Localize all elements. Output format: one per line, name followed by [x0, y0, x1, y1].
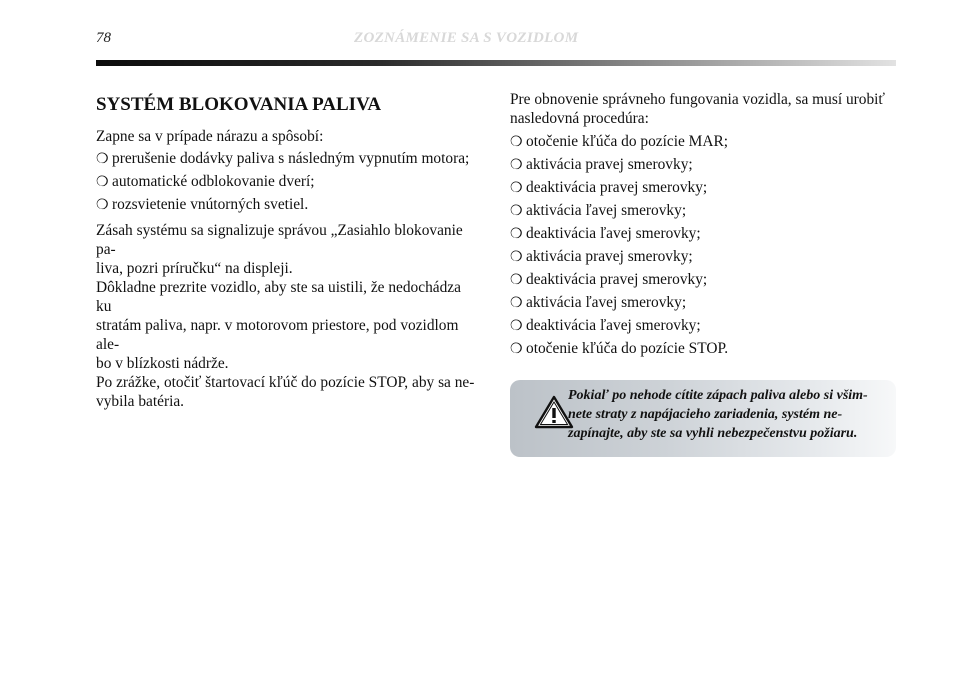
- warning-text: [568, 386, 890, 443]
- bullet-icon: ❍: [510, 273, 523, 288]
- body-line: liva, pozri príručku“ na displeji.: [96, 260, 293, 277]
- warning-line: nete straty z napájacieho zariadenia, systém ne-: [568, 407, 843, 422]
- body-text: [96, 221, 478, 411]
- left-column: [96, 90, 478, 411]
- procedure-step: ❍ deaktivácia pravej smerovky;: [510, 271, 708, 288]
- warning-box: [510, 380, 896, 457]
- bullet-icon: ❍: [510, 181, 523, 196]
- body-line: Zásah systému sa signalizuje správou „Zasiahlo blokovanie pa-: [96, 222, 463, 258]
- bullet-icon: ❍: [510, 342, 523, 357]
- header-rule: [96, 60, 896, 66]
- intro-line: Pre obnovenie správneho fungovania vozidla, sa musí urobiť: [510, 91, 886, 108]
- procedure-step: ❍ deaktivácia ľavej smerovky;: [510, 225, 701, 242]
- bullet-icon: ❍: [510, 204, 523, 219]
- procedure-step: ❍ otočenie kľúča do pozície STOP.: [510, 340, 729, 357]
- bullet-icon: ❍: [510, 296, 523, 311]
- list-item: ❍ rozsvietenie vnútorných svetiel.: [96, 196, 309, 213]
- body-line: vybila batéria.: [96, 393, 185, 410]
- procedure-step: ❍ aktivácia ľavej smerovky;: [510, 294, 687, 311]
- body-line: bo v blízkosti nádrže.: [96, 355, 229, 372]
- bullet-icon: ❍: [510, 319, 523, 334]
- list-item: ❍ automatické odblokovanie dverí;: [96, 173, 315, 190]
- procedure-step: ❍ otočenie kľúča do pozície MAR;: [510, 133, 728, 150]
- intro-text: Zapne sa v prípade nárazu a spôsobí:: [96, 128, 324, 145]
- bullet-icon: ❍: [510, 227, 523, 242]
- bullet-icon: ❍: [510, 158, 523, 173]
- body-line: Po zrážke, otočiť štartovací kľúč do pozície STOP, aby sa ne-: [96, 374, 475, 391]
- warning-line: zapínajte, aby ste sa vyhli nebezpečenstvu požiaru.: [568, 426, 858, 441]
- procedure-step: ❍ deaktivácia pravej smerovky;: [510, 179, 708, 196]
- page-number: 78: [96, 30, 111, 46]
- procedure-step: ❍ aktivácia ľavej smerovky;: [510, 202, 687, 219]
- bullet-icon: ❍: [510, 135, 523, 150]
- body-line: Dôkladne prezrite vozidlo, aby ste sa uistili, že nedochádza ku: [96, 279, 461, 315]
- chapter-title: ZOZNÁMENIE SA S VOZIDLOM: [354, 30, 579, 46]
- bullet-icon: ❍: [96, 198, 109, 213]
- procedure-intro: [510, 90, 896, 128]
- body-line: stratám paliva, napr. v motorovom priestore, pod vozidlom ale-: [96, 317, 459, 353]
- procedure-step: ❍ deaktivácia ľavej smerovky;: [510, 317, 701, 334]
- bullet-icon: ❍: [510, 250, 523, 265]
- list-item: ❍ prerušenie dodávky paliva s následným vypnutím motora;: [96, 150, 470, 167]
- bullet-icon: ❍: [96, 175, 109, 190]
- warning-line: Pokiaľ po nehode cítite zápach paliva alebo si všim-: [568, 388, 868, 403]
- procedure-step: ❍ aktivácia pravej smerovky;: [510, 156, 693, 173]
- bullet-icon: ❍: [96, 152, 109, 167]
- right-column: [510, 90, 896, 362]
- procedure-step: ❍ aktivácia pravej smerovky;: [510, 248, 693, 265]
- section-title: SYSTÉM BLOKOVANIA PALIVA: [96, 94, 382, 115]
- intro-line: nasledovná procedúra:: [510, 110, 649, 127]
